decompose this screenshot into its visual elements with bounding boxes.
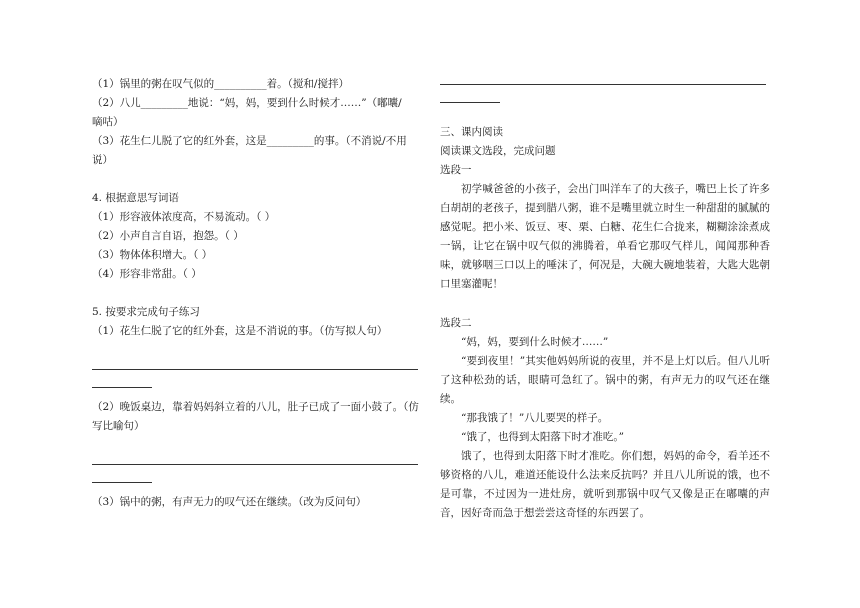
- excerpt1-text: 初学喊爸爸的小孩子，会出门叫洋车了的大孩子，嘴巴上长了许多白胡胡的老孩子，提到腊八粥，谁不是嘴里就立时生一种甜甜的腻腻的感觉呢。把小米、饭豆、枣、栗、白糖、花生仁合拢来，糊糊涂涂煮成一锅，让它在锅中叹气似的沸腾着，单看它那叹气样儿，闻闻那种香味，就够咽三口以上的唾沫了，何况是，大碗大碗地装着，大匙大匙朝口里塞灌呢！: [440, 183, 770, 290]
- excerpt2-para-3: “那我饿了！”八儿要哭的样子。: [461, 412, 609, 424]
- q4-item-4: （4）形容非常甜。（ ）: [92, 268, 202, 280]
- left-column: [92, 75, 422, 512]
- excerpt1-title: 选段一: [440, 164, 472, 176]
- q4-item-1: （1）形容液体浓度高，不易流动。（ ）: [92, 211, 276, 223]
- q5-item-3: （3）锅中的粥，有声无力的叹气还在继续。（改为反问句）: [92, 496, 367, 508]
- q3-item-1: （1）锅里的粥在叹气似的__________着。（搅和/搅拌）: [92, 78, 349, 90]
- q5-item-1: （1）花生仁脱了它的红外套，这是不消说的事。（仿写拟人句）: [92, 325, 388, 337]
- q5-item-2: （2）晚饭桌边，靠着妈妈斜立着的八儿，肚子已成了一面小鼓了。（仿: [92, 401, 419, 413]
- q4-item-2: （2）小声自言自语，抱怨。（ ）: [92, 230, 244, 242]
- answer-line-2-tail: [92, 482, 152, 483]
- q3-item-3-cont: 说）: [92, 154, 113, 166]
- q4-item-3: （3）物体体积增大。（ ）: [92, 249, 213, 261]
- right-column: [440, 75, 770, 523]
- q3-item-2: （2）八儿_________地说：“妈，妈，要到什么时候才……”（嘟囔/: [92, 97, 402, 109]
- q5-title: 5. 按要求完成句子练习: [92, 306, 200, 318]
- q3-item-3: （3）花生仁儿脱了它的红外套，这是_________的事。（不消说/不用: [92, 135, 407, 147]
- excerpt2-para-5: 饿了，也得到太阳落下时才准吃。你们想，妈妈的命令，看羊还不够资格的八儿，难道还能设什么法来反抗吗？并且八儿所说的饿，也不是可靠，不过因为一进灶房，就听到那锅中叹气又像是正在嘟囔的声音，因好奇而急于想尝尝这奇怪的东西罢了。: [440, 450, 770, 519]
- q4-title: 4. 根据意思写词语: [92, 192, 179, 204]
- section-title: 三、课内阅读: [440, 126, 503, 138]
- answer-line-3-tail: [440, 102, 500, 103]
- excerpt2-title: 选段二: [440, 317, 472, 329]
- q3-item-2-cont: 嘀咕）: [92, 116, 124, 128]
- instruction: 阅读课文选段，完成问题: [440, 145, 556, 157]
- answer-line-1-tail: [92, 387, 152, 388]
- answer-line-1[interactable]: [92, 360, 422, 379]
- q5-item-2-cont: 写比喻句）: [92, 420, 145, 432]
- excerpt2-para-2: “要到夜里！”其实他妈妈所说的夜里，并不是上灯以后。但八儿听了这种松劲的话，眼睛可急红了。锅中的粥，有声无力的叹气还在继续。: [440, 355, 770, 405]
- answer-line-3[interactable]: [440, 75, 770, 94]
- excerpt2-para-1: “妈，妈，要到什么时候才……”: [461, 336, 609, 348]
- answer-line-2[interactable]: [92, 455, 422, 474]
- excerpt2-para-4: “饿了，也得到太阳落下时才准吃。”: [461, 431, 624, 443]
